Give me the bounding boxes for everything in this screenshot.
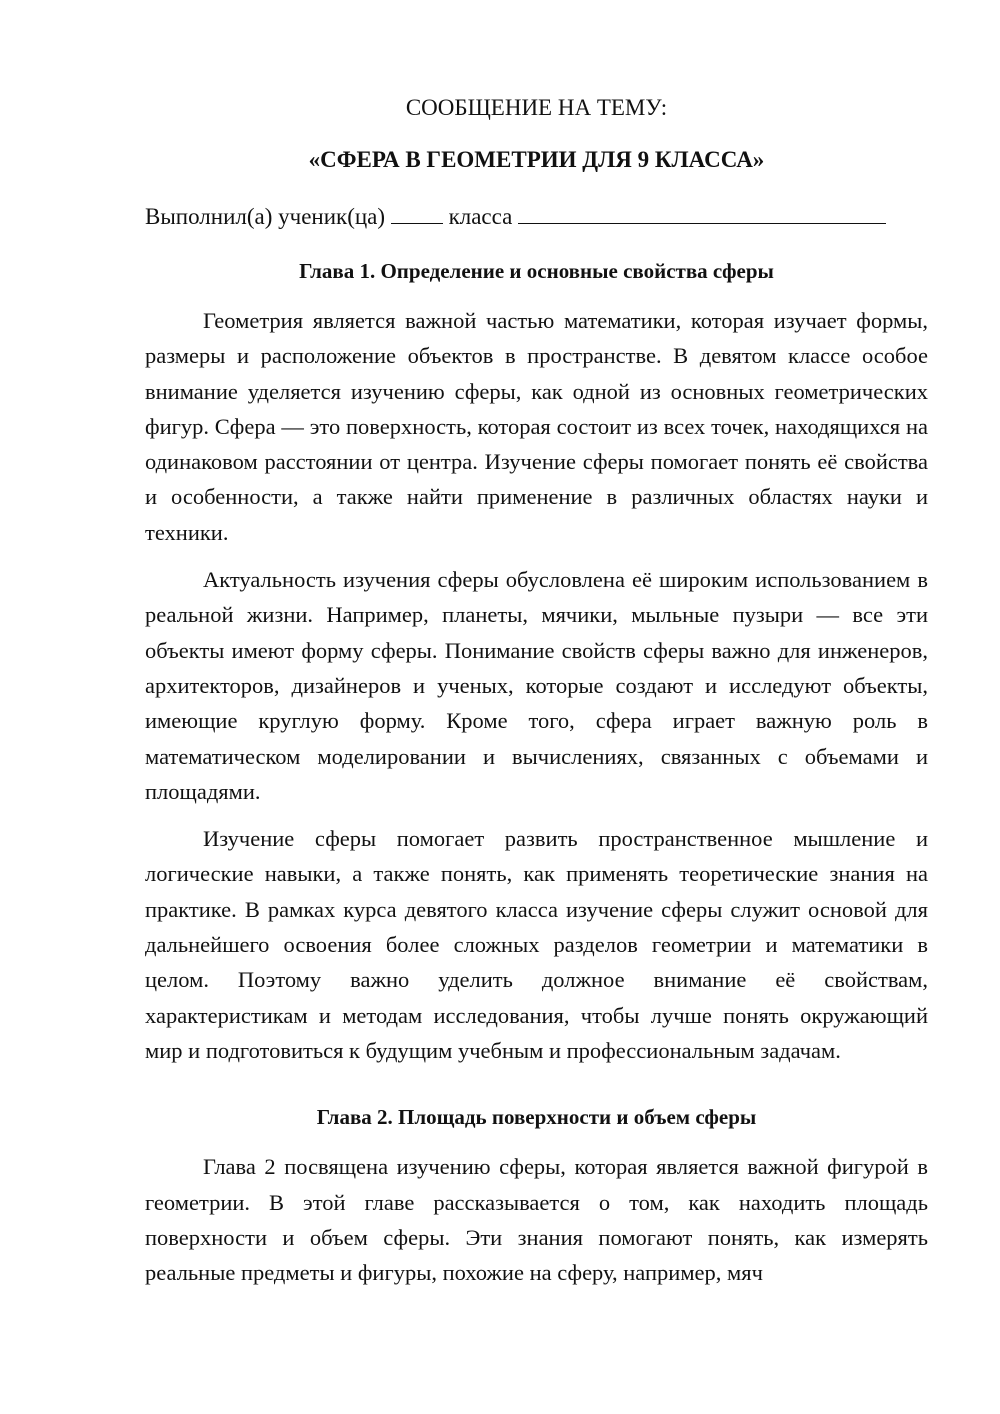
chapter1-heading: Глава 1. Определение и основные свойства сферы xyxy=(299,259,774,283)
document-page xyxy=(145,0,928,1290)
chapter1-paragraph-2: Актуальность изучения сферы обусловлена её широким использованием в реальной жизни. Например, планеты, мячики, мыльные пузыри — все эти объекты имеют форму сферы. Понимание свойств сферы важно для инженеров, архитекторов, дизайнеров и ученых, которые создают и исследуют объекты, имеющие круглую форму. Кроме того, сфера играет важную роль в математическом моделировании и вычислениях, связанных с объемами и площадями. xyxy=(145,567,928,804)
document-title-line1: СООБЩЕНИЕ НА ТЕМУ: xyxy=(405,95,668,120)
chapter1-paragraph-1: Геометрия является важной частью математики, которая изучает формы, размеры и расположение объектов в пространстве. В девятом классе особое внимание уделяется изучению сферы, как одной из основных геометрических фигур. Сфера — это поверхность, которая состоит из всех точек, находящихся на одинаковом расстоянии от центра. Изучение сферы помогает понять её свойства и особенности, а также найти применение в различных областях науки и техники. xyxy=(145,308,928,545)
chapter2-paragraph-1: Глава 2 посвящена изучению сферы, которая является важной фигурой в геометрии. В этой главе рассказывается о том, как находить площадь поверхности и объем сферы. Эти знания помогают понять, как измерять реальные предметы и фигуры, похожие на сферу, например, мяч xyxy=(145,1154,928,1286)
author-line xyxy=(145,201,928,232)
class-label: класса xyxy=(448,204,513,229)
class-blank-field xyxy=(518,201,886,224)
chapter2-heading: Глава 2. Площадь поверхности и объем сферы xyxy=(316,1105,757,1130)
author-label: Выполнил(а) ученик(ца) xyxy=(145,204,386,229)
document-title-line2: «СФЕРА В ГЕОМЕТРИИ ДЛЯ 9 КЛАССА» xyxy=(308,147,765,172)
chapter1-paragraph-3: Изучение сферы помогает развить пространственное мышление и логические навыки, а также понять, как применять теоретические знания на практике. В рамках курса девятого класса изучение сферы служит основой для дальнейшего освоения более сложных разделов геометрии и математики в целом. Поэтому важно уделить должное внимание её свойствам, характеристикам и методам исследования, чтобы лучше понять окружающий мир и подготовиться к будущим учебным и профессиональным задачам. xyxy=(145,826,928,1063)
grade-blank-field xyxy=(391,201,443,224)
